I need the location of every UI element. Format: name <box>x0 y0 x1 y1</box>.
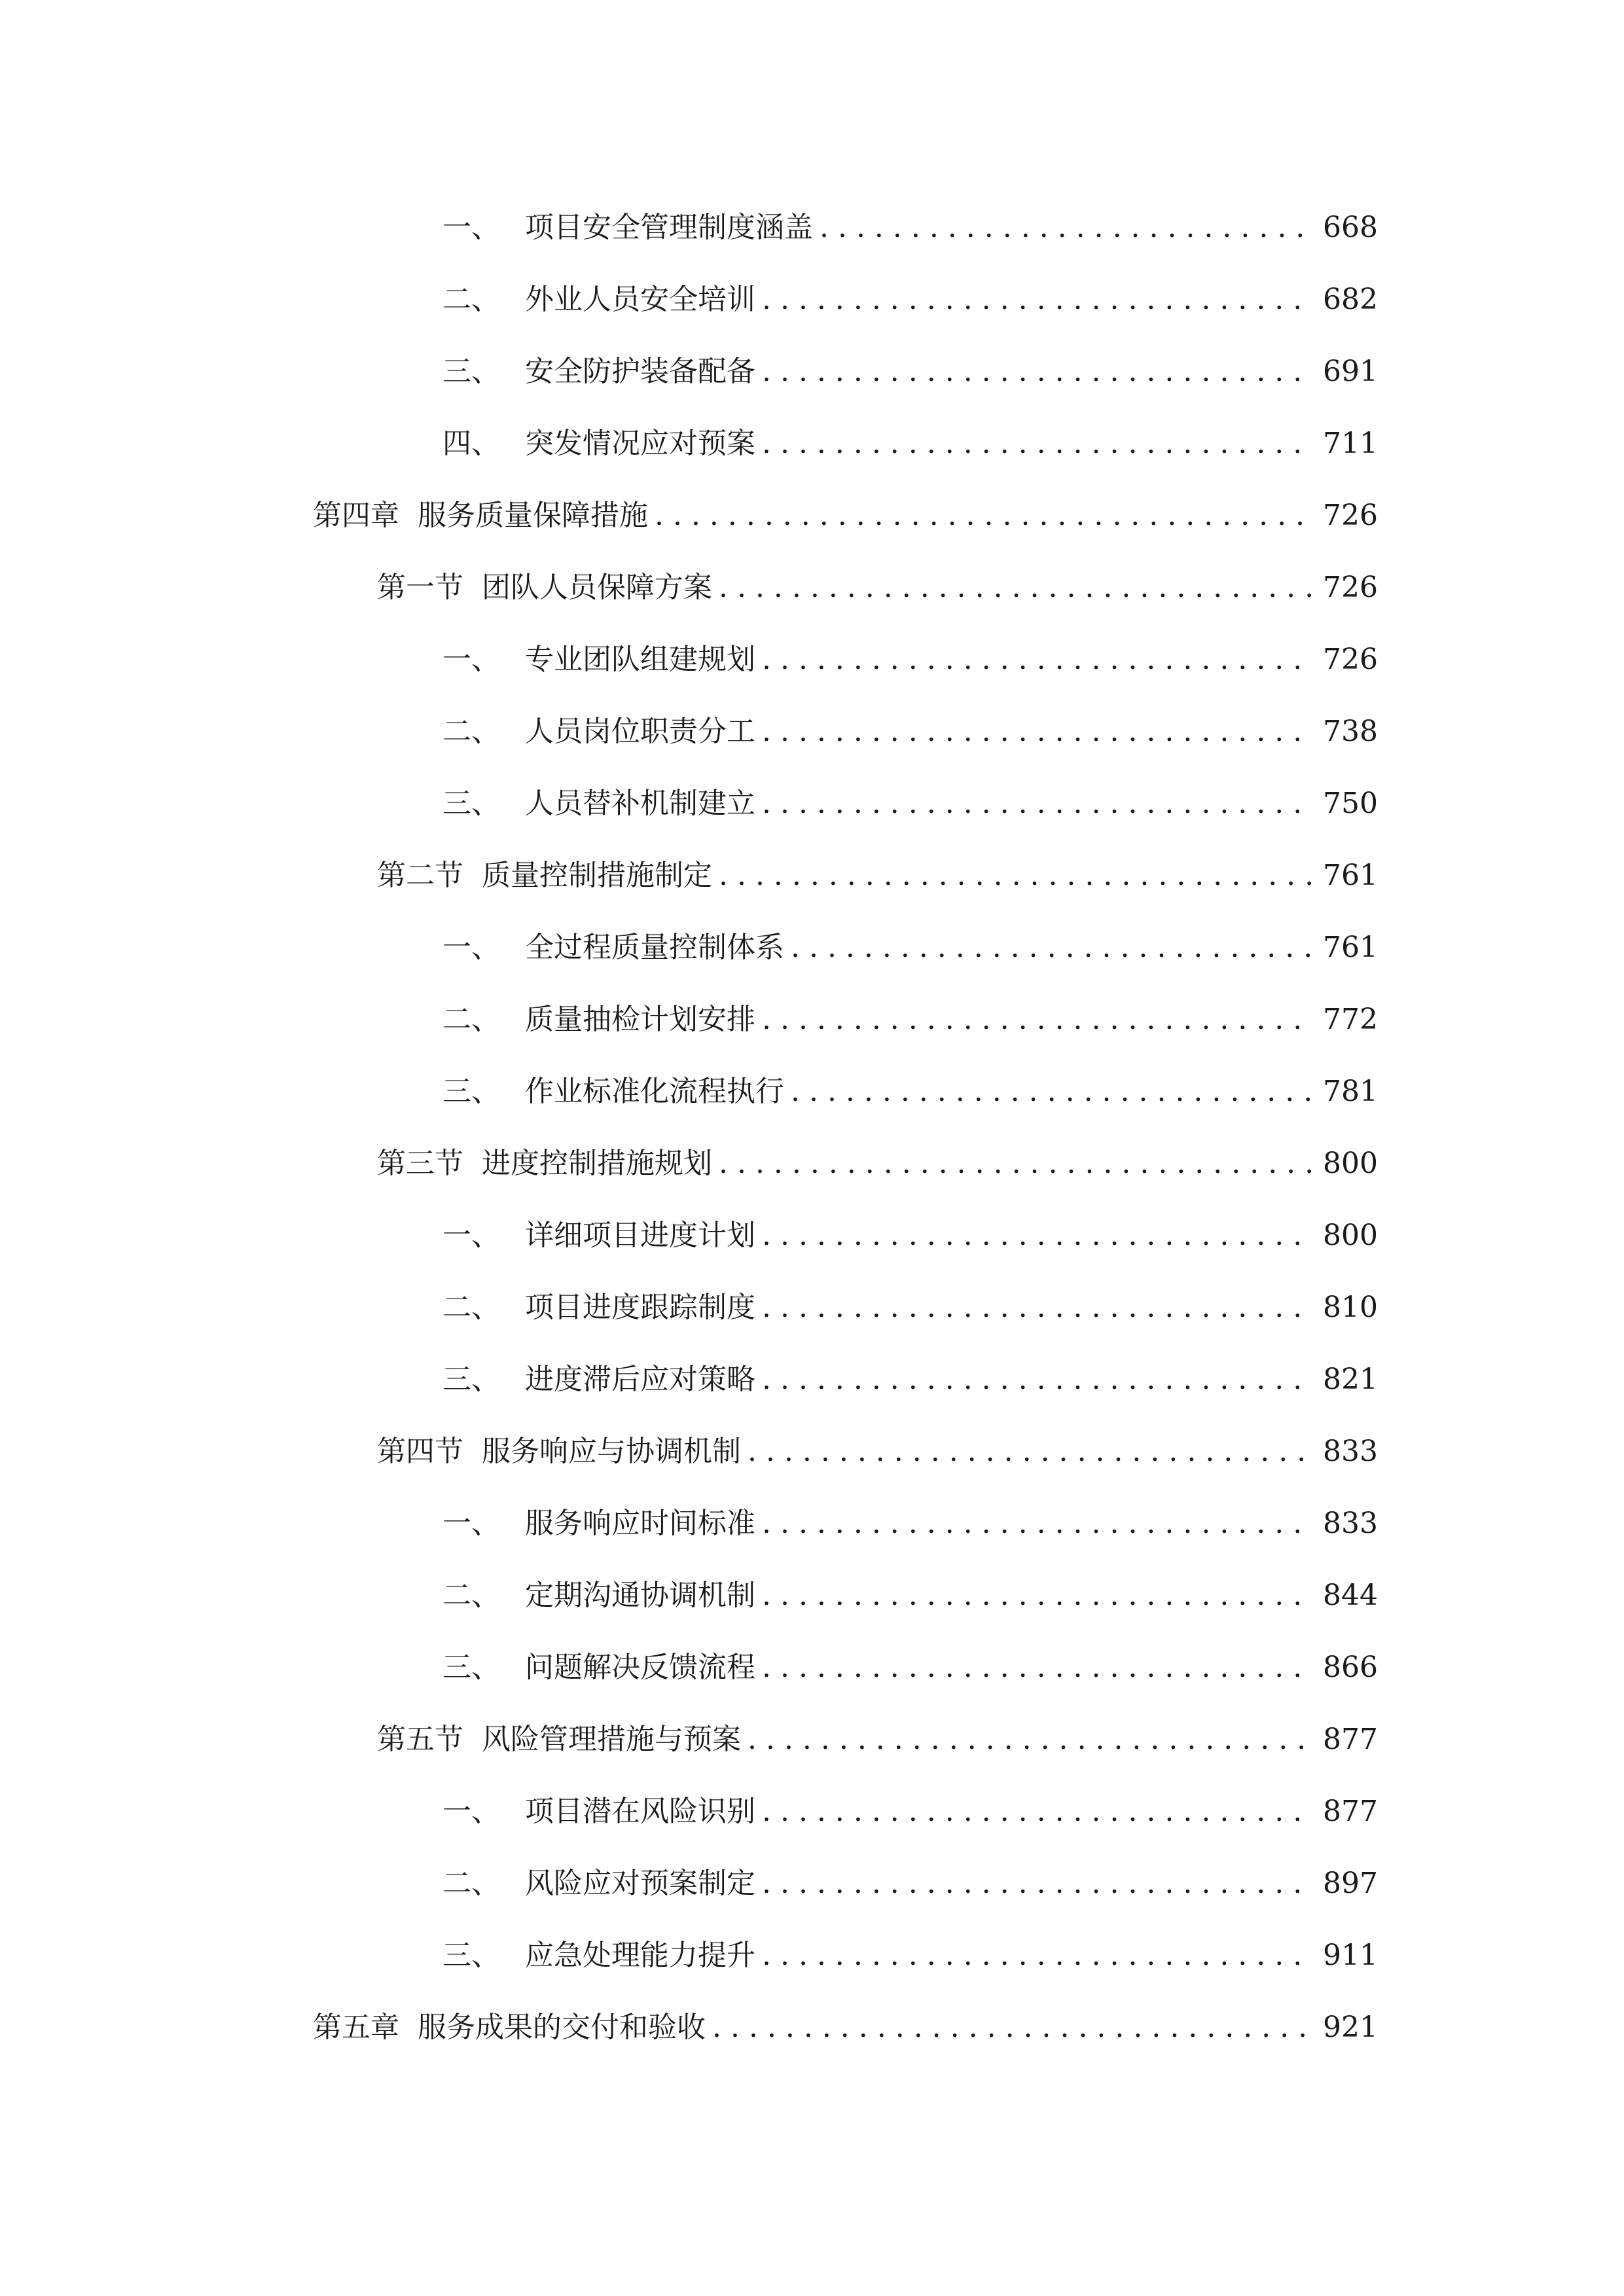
toc-entry-title: 进度控制措施规划 <box>482 1147 712 1180</box>
toc-entry-number: 三、 <box>442 1651 500 1684</box>
toc-entry-page: 911 <box>1323 1939 1378 1972</box>
dot-leader <box>762 1789 1311 1835</box>
toc-entry-page: 750 <box>1323 787 1378 820</box>
toc-entry-number: 第二节 <box>377 859 463 892</box>
toc-entry-title: 风险应对预案制定 <box>525 1867 755 1900</box>
toc-entry-number: 第五节 <box>377 1723 463 1756</box>
toc-section[interactable] <box>377 1717 1378 1763</box>
dot-leader <box>762 277 1311 323</box>
toc-entry-title: 全过程质量控制体系 <box>525 931 784 964</box>
toc-entry[interactable] <box>442 421 1378 467</box>
toc-entry[interactable] <box>442 637 1378 683</box>
toc-entry-title: 风险管理措施与预案 <box>482 1723 741 1756</box>
toc-entry[interactable] <box>442 1285 1378 1331</box>
toc-entry-title: 项目进度跟踪制度 <box>525 1291 755 1324</box>
toc-entry-title: 项目安全管理制度涵盖 <box>525 211 813 244</box>
dot-leader <box>820 205 1311 251</box>
toc-entry-number: 第四章 <box>313 499 399 532</box>
dot-leader <box>762 781 1311 827</box>
dot-leader <box>655 493 1311 539</box>
toc-entry[interactable] <box>442 781 1378 827</box>
dot-leader <box>748 1717 1311 1763</box>
dot-leader <box>762 1933 1311 1979</box>
toc-chapter[interactable] <box>313 493 1378 539</box>
toc-entry-number: 第三节 <box>377 1147 463 1180</box>
toc-entry[interactable] <box>442 349 1378 395</box>
toc-entry[interactable] <box>442 709 1378 755</box>
toc-entry-page: 833 <box>1323 1507 1378 1540</box>
dot-leader <box>762 1861 1311 1907</box>
dot-leader <box>762 1357 1311 1403</box>
toc-entry-page: 726 <box>1323 571 1378 604</box>
toc-entry-number: 三、 <box>442 355 500 388</box>
dot-leader <box>762 1213 1311 1259</box>
toc-entry-number: 四、 <box>442 427 500 460</box>
toc-entry-page: 761 <box>1323 931 1378 964</box>
dot-leader <box>762 1573 1311 1619</box>
toc-entry-title: 项目潜在风险识别 <box>525 1795 755 1828</box>
dot-leader <box>762 637 1311 683</box>
toc-entry-title: 专业团队组建规划 <box>525 643 755 676</box>
toc-entry-title: 人员岗位职责分工 <box>525 715 755 748</box>
toc-entry[interactable] <box>442 1789 1378 1835</box>
toc-entry-number: 第四节 <box>377 1435 463 1468</box>
toc-entry-title: 突发情况应对预案 <box>525 427 755 460</box>
dot-leader <box>762 1501 1311 1547</box>
toc-entry-page: 738 <box>1323 715 1378 748</box>
toc-entry-title: 进度滞后应对策略 <box>525 1363 755 1396</box>
toc-entry-title: 外业人员安全培训 <box>525 283 755 316</box>
toc-entry-number: 三、 <box>442 787 500 820</box>
toc-section[interactable] <box>377 1429 1378 1475</box>
dot-leader <box>791 1069 1311 1115</box>
toc-entry[interactable] <box>442 1933 1378 1979</box>
toc-entry-number: 第五章 <box>313 2011 399 2044</box>
toc-entry-page: 800 <box>1323 1219 1378 1252</box>
toc-entry-page: 781 <box>1323 1075 1378 1108</box>
toc-entry-page: 897 <box>1323 1867 1378 1900</box>
toc-entry-number: 三、 <box>442 1363 500 1396</box>
toc-entry-number: 一、 <box>442 211 500 244</box>
toc-entry-number: 第一节 <box>377 571 463 604</box>
dot-leader <box>762 1645 1311 1691</box>
toc-entry-title: 服务响应与协调机制 <box>482 1435 741 1468</box>
toc-section[interactable] <box>377 853 1378 899</box>
toc-entry-title: 定期沟通协调机制 <box>525 1579 755 1612</box>
toc-entry-title: 服务质量保障措施 <box>418 499 648 532</box>
toc-entry[interactable] <box>442 1213 1378 1259</box>
dot-leader <box>791 925 1311 971</box>
toc-entry-number: 二、 <box>442 1291 500 1324</box>
toc-entry-title: 团队人员保障方案 <box>482 571 712 604</box>
dot-leader <box>762 1285 1311 1331</box>
toc-entry[interactable] <box>442 1069 1378 1115</box>
toc-entry-page: 711 <box>1323 427 1378 460</box>
toc-entry-page: 726 <box>1323 643 1378 676</box>
toc-entry[interactable] <box>442 1573 1378 1619</box>
toc-entry[interactable] <box>442 277 1378 323</box>
toc-entry[interactable] <box>442 1861 1378 1907</box>
toc-entry-page: 833 <box>1323 1435 1378 1468</box>
dot-leader <box>762 421 1311 467</box>
dot-leader <box>712 2005 1311 2051</box>
toc-entry-title: 人员替补机制建立 <box>525 787 755 820</box>
toc-entry-page: 844 <box>1323 1579 1378 1612</box>
dot-leader <box>748 1429 1311 1475</box>
toc-entry-page: 761 <box>1323 859 1378 892</box>
toc-entry[interactable] <box>442 997 1378 1043</box>
toc-entry-title: 服务响应时间标准 <box>525 1507 755 1540</box>
toc-entry-number: 一、 <box>442 1795 500 1828</box>
toc-entry-title: 安全防护装备配备 <box>525 355 755 388</box>
toc-chapter[interactable] <box>313 2005 1378 2051</box>
toc-entry[interactable] <box>442 1357 1378 1403</box>
toc-entry-page: 810 <box>1323 1291 1378 1324</box>
toc-entry-title: 详细项目进度计划 <box>525 1219 755 1252</box>
toc-entry[interactable] <box>442 1645 1378 1691</box>
dot-leader <box>762 349 1311 395</box>
toc-entry-number: 二、 <box>442 1579 500 1612</box>
toc-entry[interactable] <box>442 205 1378 251</box>
toc-entry-number: 二、 <box>442 1867 500 1900</box>
toc-entry-number: 二、 <box>442 715 500 748</box>
toc-entry-number: 二、 <box>442 1003 500 1036</box>
toc-entry-title: 质量控制措施制定 <box>482 859 712 892</box>
toc-entry-page: 877 <box>1323 1795 1378 1828</box>
toc-section[interactable] <box>377 565 1378 611</box>
toc-entry-page: 726 <box>1323 499 1378 532</box>
toc-entry-page: 877 <box>1323 1723 1378 1756</box>
toc-section[interactable] <box>377 1141 1378 1187</box>
toc-entry-page: 866 <box>1323 1651 1378 1684</box>
toc-entry-page: 772 <box>1323 1003 1378 1036</box>
toc-entry-page: 682 <box>1323 283 1378 316</box>
toc-entry-page: 800 <box>1323 1147 1378 1180</box>
toc-entry[interactable] <box>442 925 1378 971</box>
toc-entry-title: 作业标准化流程执行 <box>525 1075 784 1108</box>
toc-entry-title: 问题解决反馈流程 <box>525 1651 755 1684</box>
toc-entry-title: 质量抽检计划安排 <box>525 1003 755 1036</box>
toc-entry-number: 一、 <box>442 931 500 964</box>
dot-leader <box>719 853 1311 899</box>
toc-entry-page: 668 <box>1323 211 1378 244</box>
toc-entry-title: 服务成果的交付和验收 <box>418 2011 706 2044</box>
toc-entry-number: 一、 <box>442 1219 500 1252</box>
toc-entry[interactable] <box>442 1501 1378 1547</box>
toc-entry-number: 二、 <box>442 283 500 316</box>
dot-leader <box>762 709 1311 755</box>
toc-entry-number: 一、 <box>442 1507 500 1540</box>
toc-entry-page: 821 <box>1323 1363 1378 1396</box>
dot-leader <box>719 565 1311 611</box>
toc-entry-page: 921 <box>1323 2011 1378 2044</box>
toc-entry-page: 691 <box>1323 355 1378 388</box>
toc-entry-number: 三、 <box>442 1075 500 1108</box>
toc-entry-number: 三、 <box>442 1939 500 1972</box>
toc-entry-number: 一、 <box>442 643 500 676</box>
dot-leader <box>719 1141 1311 1187</box>
toc-entry-title: 应急处理能力提升 <box>525 1939 755 1972</box>
dot-leader <box>762 997 1311 1043</box>
